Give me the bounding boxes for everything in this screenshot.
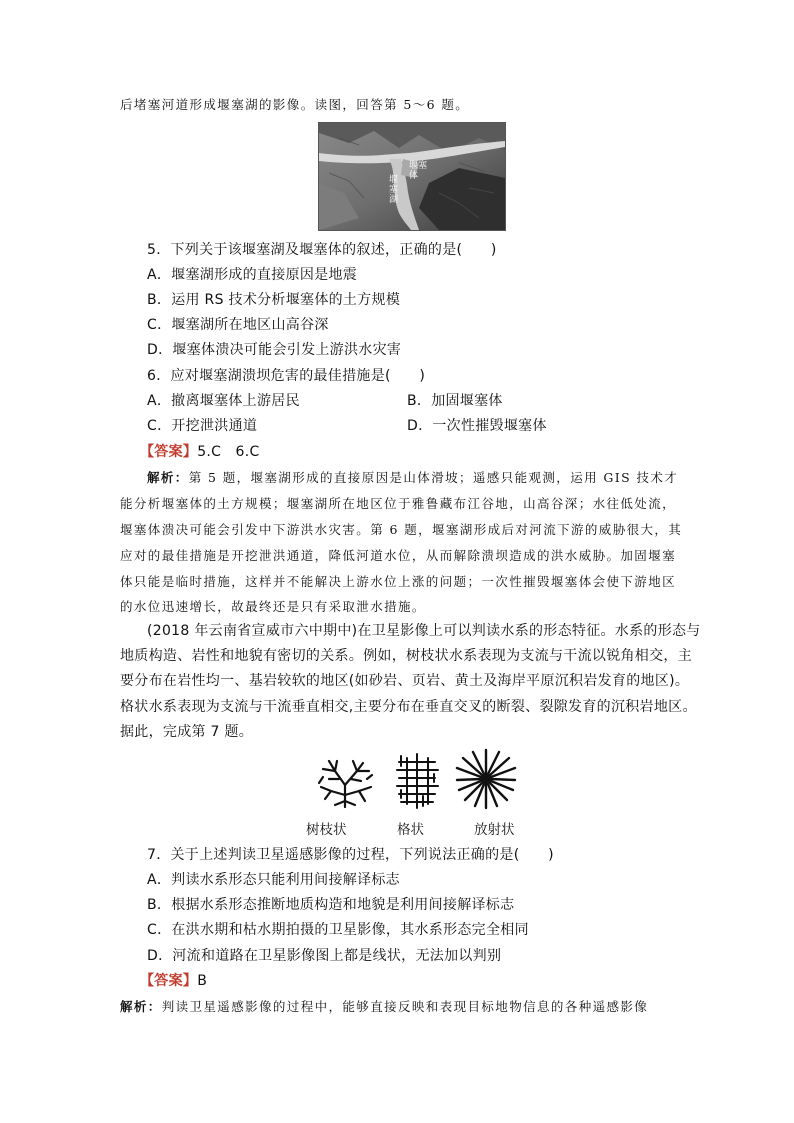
passage-line-4: 格状水系表现为支流与干流垂直相交,主要分布在垂直交叉的断裂、裂隙发育的沉积岩地区。 (120, 699, 697, 715)
answer-text: B (197, 973, 208, 989)
q7-option-b: B．根据水系形态推断地质构造和地貌是利用间接解译标志 (147, 897, 515, 913)
satellite-photo (318, 122, 506, 231)
answer-2 (140, 970, 207, 990)
q7-option-c: C．在洪水期和枯水期拍摄的卫星影像，其水系形态完全相同 (147, 922, 529, 938)
label-dam-body: 堰塞体 (409, 161, 428, 181)
answer-text: 5.C 6.C (197, 444, 260, 460)
caption-radial: 放射状 (474, 822, 515, 838)
answer-tag: 【答案】 (140, 444, 198, 460)
q5-option-d: D．堰塞体溃决可能会引发上游洪水灾害 (147, 342, 402, 358)
passage-line-3: 要分布在岩性均一、基岩较软的地区(如砂岩、页岩、黄土及海岸平原沉积岩发育的地区)。 (120, 673, 690, 689)
q5-stem: 5．下列关于该堰塞湖及堰塞体的叙述，正确的是( ) (147, 242, 497, 258)
q7-option-a: A．判读水系形态只能利用间接解译标志 (147, 872, 400, 888)
analysis-text: 判读卫星遥感影像的过程中，能够直接反映和表现目标地物信息的各种遥感影像 (161, 999, 649, 1014)
analysis-tag: 解析： (120, 999, 162, 1014)
passage-line-5: 据此，完成第 7 题。 (120, 724, 254, 740)
caption-trellis: 格状 (397, 822, 424, 838)
analysis-1-line-6: 的水位迅速增长，故最终还是只有采取泄水措施。 (120, 599, 426, 614)
caption-dendritic: 树枝状 (306, 822, 347, 838)
analysis-tag: 解析： (147, 470, 189, 485)
q5-option-b: B．运用 RS 技术分析堰塞体的土方规模 (147, 292, 401, 308)
q7-option-d: D．河流和道路在卫星影像图上都是线状，无法加以判别 (147, 948, 502, 964)
q6-option-b: B．加固堰塞体 (407, 393, 503, 409)
analysis-1-line-1 (147, 468, 678, 486)
q6-stem: 6．应对堰塞湖溃坝危害的最佳措施是( ) (147, 368, 426, 384)
q7-stem: 7．关于上述判读卫星遥感影像的过程，下列说法正确的是( ) (147, 847, 554, 863)
trellis-pattern-figure (395, 752, 440, 810)
analysis-1-line-3: 堰塞体溃决可能会引发中下游洪水灾害。第 6 题，堰塞湖形成后对河流下游的威胁很大，其 (120, 522, 683, 537)
radial-pattern-figure (455, 748, 517, 810)
analysis-1-line-4: 应对的最佳措施是开挖泄洪通道，降低河道水位，从而解除溃坝造成的洪水威胁。加固堰塞 (120, 548, 677, 563)
analysis-1-line-2: 能分析堰塞体的土方规模；堰塞湖所在地区位于雅鲁藏布江谷地，山高谷深；水往低处流， (120, 496, 677, 511)
q5-option-c: C．堰塞湖所在地区山高谷深 (147, 317, 329, 333)
analysis-2-line-1 (120, 997, 648, 1015)
passage-line-2: 地质构造、岩性和地貌有密切的关系。例如，树枝状水系表现为支流与干流以锐角相交，主 (120, 648, 692, 664)
q6-option-a: A．撤离堰塞体上游居民 (147, 393, 300, 409)
q6-option-c: C．开挖泄洪通道 (147, 418, 258, 434)
analysis-text: 第 5 题，堰塞湖形成的直接原因是山体滑坡；遥感只能观测，运用 GIS 技术才 (188, 470, 679, 485)
answer-tag: 【答案】 (140, 973, 198, 989)
q5-option-a: A．堰塞湖形成的直接原因是地震 (147, 267, 358, 283)
intro-line: 后堵塞河道形成堰塞湖的影像。读图，回答第 5～6 题。 (120, 97, 470, 112)
dendritic-pattern-figure (315, 757, 375, 809)
answer-1 (140, 441, 260, 461)
label-dammed-lake: 堰塞湖 (389, 175, 399, 205)
analysis-1-line-5: 体只能是临时措施，这样并不能解决上游水位上涨的问题；一次性摧毁堰塞体会使下游地区 (120, 574, 677, 589)
q6-option-d: D．一次性摧毁堰塞体 (407, 418, 547, 434)
passage-line-1: (2018 年云南省宣威市六中期中)在卫星影像上可以判读水系的形态特征。水系的形态与 (147, 623, 701, 639)
